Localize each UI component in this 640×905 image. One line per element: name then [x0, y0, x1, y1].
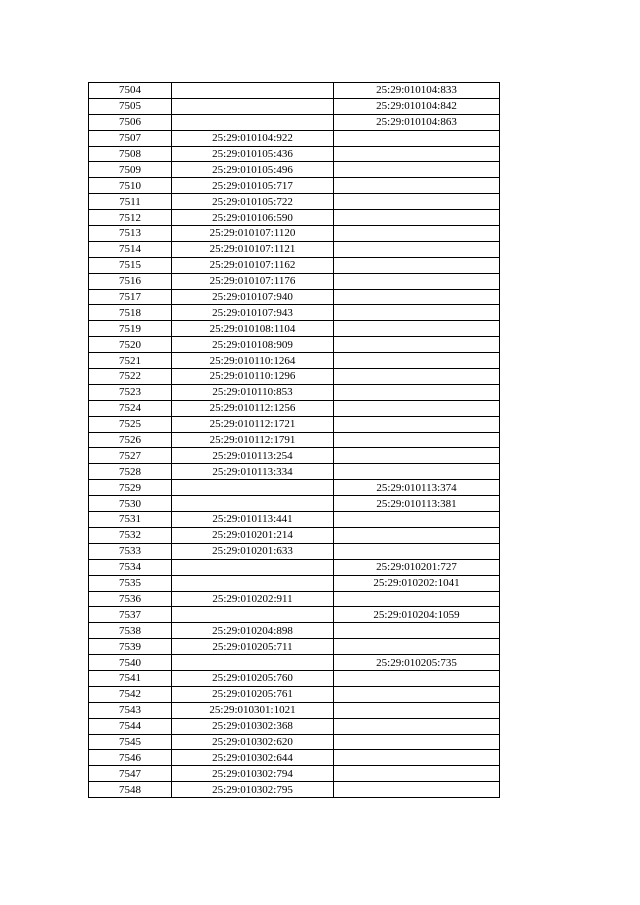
row-number-cell: 7512	[89, 210, 172, 226]
table-row	[89, 416, 500, 432]
row-number-cell: 7505	[89, 98, 172, 114]
table-row	[89, 353, 500, 369]
cadastral-number-cell-a: 25:29:010107:943	[172, 305, 334, 321]
cadastral-number-cell-a	[172, 575, 334, 591]
cadastral-number-cell-b	[334, 337, 500, 353]
cadastral-number-cell-b: 25:29:010113:374	[334, 480, 500, 496]
cadastral-number-cell-a: 25:29:010112:1256	[172, 400, 334, 416]
cadastral-number-cell-b	[334, 210, 500, 226]
table-body	[89, 83, 500, 798]
table-row	[89, 480, 500, 496]
cadastral-number-cell-b	[334, 702, 500, 718]
table-row	[89, 527, 500, 543]
cadastral-number-cell-a: 25:29:010205:761	[172, 686, 334, 702]
cadastral-number-cell-a	[172, 655, 334, 671]
row-number-cell: 7548	[89, 782, 172, 798]
cadastral-number-cell-a: 25:29:010205:711	[172, 639, 334, 655]
cadastral-number-cell-b	[334, 464, 500, 480]
cadastral-number-cell-b	[334, 670, 500, 686]
row-number-cell: 7504	[89, 83, 172, 99]
table-row	[89, 305, 500, 321]
row-number-cell: 7523	[89, 384, 172, 400]
row-number-cell: 7542	[89, 686, 172, 702]
row-number-cell: 7521	[89, 353, 172, 369]
cadastral-number-cell-b	[334, 782, 500, 798]
cadastral-number-cell-a: 25:29:010105:436	[172, 146, 334, 162]
cadastral-number-cell-b	[334, 512, 500, 528]
cadastral-number-cell-a: 25:29:010112:1791	[172, 432, 334, 448]
cadastral-number-cell-b	[334, 353, 500, 369]
cadastral-number-cell-b: 25:29:010201:727	[334, 559, 500, 575]
cadastral-number-cell-a: 25:29:010202:911	[172, 591, 334, 607]
row-number-cell: 7531	[89, 512, 172, 528]
row-number-cell: 7535	[89, 575, 172, 591]
cadastral-number-cell-b: 25:29:010113:381	[334, 496, 500, 512]
table-row	[89, 496, 500, 512]
row-number-cell: 7529	[89, 480, 172, 496]
cadastral-number-cell-b: 25:29:010202:1041	[334, 575, 500, 591]
cadastral-number-cell-a: 25:29:010107:1121	[172, 241, 334, 257]
cadastral-number-cell-b	[334, 194, 500, 210]
cadastral-number-cell-a: 25:29:010301:1021	[172, 702, 334, 718]
row-number-cell: 7515	[89, 257, 172, 273]
cadastral-number-cell-b	[334, 178, 500, 194]
cadastral-number-cell-b	[334, 257, 500, 273]
row-number-cell: 7528	[89, 464, 172, 480]
table-row	[89, 257, 500, 273]
cadastral-number-cell-a: 25:29:010107:940	[172, 289, 334, 305]
cadastral-number-cell-a: 25:29:010113:334	[172, 464, 334, 480]
cadastral-number-cell-b	[334, 527, 500, 543]
table-row	[89, 670, 500, 686]
table-row	[89, 130, 500, 146]
cadastral-number-cell-a	[172, 98, 334, 114]
row-number-cell: 7539	[89, 639, 172, 655]
table-row	[89, 607, 500, 623]
row-number-cell: 7537	[89, 607, 172, 623]
cadastral-number-cell-a: 25:29:010112:1721	[172, 416, 334, 432]
cadastral-number-cell-a: 25:29:010302:368	[172, 718, 334, 734]
table-row	[89, 369, 500, 385]
table-row	[89, 655, 500, 671]
row-number-cell: 7546	[89, 750, 172, 766]
cadastral-number-cell-b	[334, 369, 500, 385]
cadastral-number-cell-a	[172, 607, 334, 623]
cadastral-number-cell-b	[334, 305, 500, 321]
cadastral-number-cell-a: 25:29:010110:1296	[172, 369, 334, 385]
table-row	[89, 686, 500, 702]
cadastral-number-cell-b	[334, 241, 500, 257]
row-number-cell: 7547	[89, 766, 172, 782]
cadastral-number-cell-a: 25:29:010107:1176	[172, 273, 334, 289]
row-number-cell: 7514	[89, 241, 172, 257]
cadastral-number-cell-a: 25:29:010110:1264	[172, 353, 334, 369]
cadastral-number-cell-a: 25:29:010201:633	[172, 543, 334, 559]
table-row	[89, 241, 500, 257]
row-number-cell: 7541	[89, 670, 172, 686]
row-number-cell: 7536	[89, 591, 172, 607]
table-row	[89, 162, 500, 178]
table-row	[89, 623, 500, 639]
table-row	[89, 289, 500, 305]
cadastral-number-cell-b	[334, 448, 500, 464]
cadastral-number-cell-a: 25:29:010201:214	[172, 527, 334, 543]
table-row	[89, 114, 500, 130]
row-number-cell: 7517	[89, 289, 172, 305]
cadastral-number-cell-b	[334, 162, 500, 178]
cadastral-number-cell-b	[334, 766, 500, 782]
cadastral-number-cell-a: 25:29:010106:590	[172, 210, 334, 226]
table-row	[89, 448, 500, 464]
cadastral-number-cell-b	[334, 623, 500, 639]
cadastral-number-cell-a: 25:29:010105:722	[172, 194, 334, 210]
cadastral-number-cell-a: 25:29:010302:794	[172, 766, 334, 782]
table-row	[89, 226, 500, 242]
cadastral-number-cell-a: 25:29:010302:795	[172, 782, 334, 798]
row-number-cell: 7510	[89, 178, 172, 194]
row-number-cell: 7506	[89, 114, 172, 130]
row-number-cell: 7524	[89, 400, 172, 416]
row-number-cell: 7527	[89, 448, 172, 464]
cadastral-number-cell-a: 25:29:010104:922	[172, 130, 334, 146]
cadastral-number-cell-b	[334, 750, 500, 766]
cadastral-number-cell-a: 25:29:010204:898	[172, 623, 334, 639]
cadastral-number-cell-b	[334, 146, 500, 162]
cadastral-number-cell-b	[334, 321, 500, 337]
cadastral-number-cell-b	[334, 432, 500, 448]
cadastral-number-cell-b: 25:29:010104:863	[334, 114, 500, 130]
row-number-cell: 7519	[89, 321, 172, 337]
cadastral-number-cell-b: 25:29:010104:833	[334, 83, 500, 99]
table-row	[89, 591, 500, 607]
cadastral-number-cell-a: 25:29:010105:717	[172, 178, 334, 194]
row-number-cell: 7509	[89, 162, 172, 178]
cadastral-number-cell-a	[172, 496, 334, 512]
cadastral-number-cell-a: 25:29:010107:1162	[172, 257, 334, 273]
row-number-cell: 7525	[89, 416, 172, 432]
table-row	[89, 543, 500, 559]
table-row	[89, 194, 500, 210]
table-row	[89, 146, 500, 162]
table-row	[89, 384, 500, 400]
cadastral-number-cell-b	[334, 734, 500, 750]
row-number-cell: 7526	[89, 432, 172, 448]
cadastral-number-cell-b	[334, 686, 500, 702]
table-row	[89, 337, 500, 353]
cadastral-number-cell-b	[334, 273, 500, 289]
cadastral-number-cell-b	[334, 226, 500, 242]
cadastral-number-cell-b	[334, 591, 500, 607]
row-number-cell: 7543	[89, 702, 172, 718]
cadastral-number-cell-b	[334, 639, 500, 655]
cadastral-number-cell-a: 25:29:010110:853	[172, 384, 334, 400]
cadastral-number-cell-a	[172, 559, 334, 575]
row-number-cell: 7507	[89, 130, 172, 146]
cadastral-number-cell-a: 25:29:010108:909	[172, 337, 334, 353]
table-row	[89, 400, 500, 416]
cadastral-number-cell-a: 25:29:010107:1120	[172, 226, 334, 242]
table-row	[89, 639, 500, 655]
cadastral-number-cell-b	[334, 543, 500, 559]
cadastral-number-cell-a: 25:29:010205:760	[172, 670, 334, 686]
table-row	[89, 178, 500, 194]
table-row	[89, 83, 500, 99]
cadastral-number-cell-a: 25:29:010302:644	[172, 750, 334, 766]
row-number-cell: 7513	[89, 226, 172, 242]
row-number-cell: 7516	[89, 273, 172, 289]
row-number-cell: 7538	[89, 623, 172, 639]
table-row	[89, 766, 500, 782]
table-row	[89, 559, 500, 575]
table-row	[89, 575, 500, 591]
row-number-cell: 7534	[89, 559, 172, 575]
cadastral-number-cell-a: 25:29:010113:441	[172, 512, 334, 528]
table-row	[89, 210, 500, 226]
cadastral-number-cell-b	[334, 384, 500, 400]
table-row	[89, 750, 500, 766]
cadastral-number-cell-a	[172, 480, 334, 496]
table-row	[89, 464, 500, 480]
row-number-cell: 7544	[89, 718, 172, 734]
table-row	[89, 702, 500, 718]
row-number-cell: 7522	[89, 369, 172, 385]
table-row	[89, 734, 500, 750]
row-number-cell: 7533	[89, 543, 172, 559]
table-row	[89, 273, 500, 289]
cadastral-number-cell-b: 25:29:010204:1059	[334, 607, 500, 623]
table-row	[89, 718, 500, 734]
cadastral-number-cell-a: 25:29:010105:496	[172, 162, 334, 178]
row-number-cell: 7545	[89, 734, 172, 750]
cadastral-number-cell-a: 25:29:010113:254	[172, 448, 334, 464]
cadastral-number-cell-b: 25:29:010205:735	[334, 655, 500, 671]
row-number-cell: 7511	[89, 194, 172, 210]
cadastral-number-cell-b	[334, 400, 500, 416]
cadastral-number-cell-a	[172, 83, 334, 99]
row-number-cell: 7532	[89, 527, 172, 543]
cadastral-number-cell-b	[334, 130, 500, 146]
cadastral-number-cell-b	[334, 416, 500, 432]
row-number-cell: 7540	[89, 655, 172, 671]
cadastral-number-cell-a	[172, 114, 334, 130]
table-row	[89, 432, 500, 448]
row-number-cell: 7518	[89, 305, 172, 321]
table-row	[89, 782, 500, 798]
row-number-cell: 7520	[89, 337, 172, 353]
cadastral-number-cell-b	[334, 718, 500, 734]
cadastral-number-cell-b	[334, 289, 500, 305]
row-number-cell: 7530	[89, 496, 172, 512]
table-row	[89, 98, 500, 114]
cadastral-number-table	[88, 82, 500, 798]
row-number-cell: 7508	[89, 146, 172, 162]
cadastral-number-cell-b: 25:29:010104:842	[334, 98, 500, 114]
table-row	[89, 321, 500, 337]
cadastral-number-cell-a: 25:29:010108:1104	[172, 321, 334, 337]
cadastral-number-cell-a: 25:29:010302:620	[172, 734, 334, 750]
table-row	[89, 512, 500, 528]
